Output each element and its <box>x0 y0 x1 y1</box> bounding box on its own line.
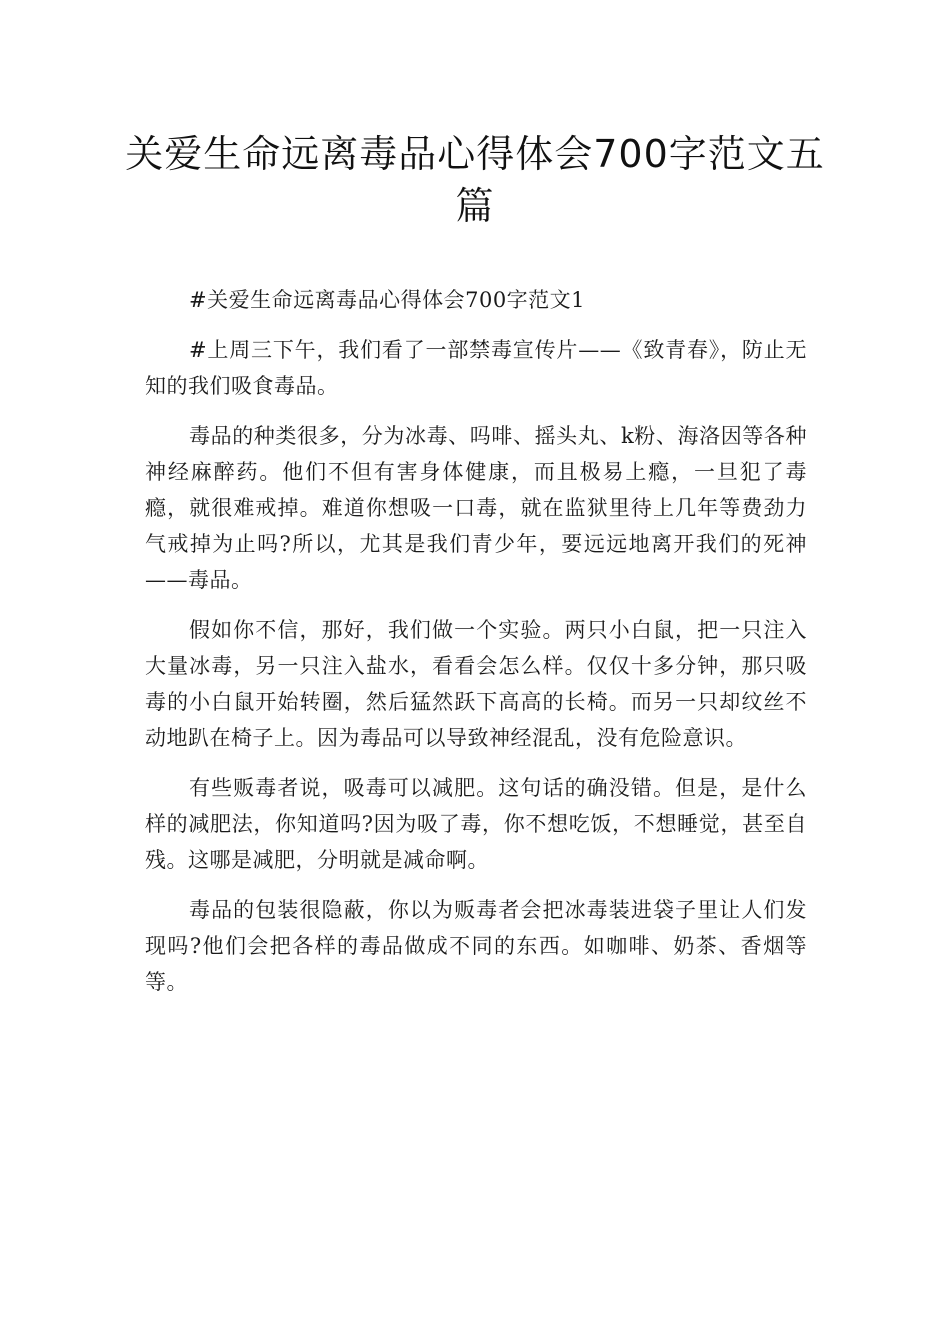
paragraph-drug-types: 毒品的种类很多，分为冰毒、吗啡、摇头丸、k粉、海洛因等各种神经麻醉药。他们不但有害身体健康，而且极易上瘾，一旦犯了毒瘾，就很难戒掉。难道你想吸一口毒，就在监狱里待上几年等费劲力气戒掉为止吗?所以，尤其是我们青少年，要远远地离开我们的死神——毒品。 <box>145 424 807 592</box>
document-body <box>145 282 807 1014</box>
paragraph-packaging: 毒品的包装很隐蔽，你以为贩毒者会把冰毒装进袋子里让人们发现吗?他们会把各样的毒品做成不同的东西。如咖啡、奶茶、香烟等等。 <box>145 898 807 994</box>
paragraph-experiment: 假如你不信，那好，我们做一个实验。两只小白鼠，把一只注入大量冰毒，另一只注入盐水，看看会怎么样。仅仅十多分钟，那只吸毒的小白鼠开始转圈，然后猛然跃下高高的长椅。而另一只却纹丝不动地趴在椅子上。因为毒品可以导致神经混乱，没有危险意识。 <box>145 618 807 750</box>
paragraph-heading-1: #关爱生命远离毒品心得体会700字范文1 <box>189 288 586 312</box>
paragraph-intro: #上周三下午，我们看了一部禁毒宣传片——《致青春》，防止无知的我们吸食毒品。 <box>145 338 807 398</box>
document-title: 关爱生命远离毒品心得体会700字范文五篇 <box>125 132 825 228</box>
paragraph-weight-loss: 有些贩毒者说，吸毒可以减肥。这句话的确没错。但是，是什么样的减肥法，你知道吗?因为吸了毒，你不想吃饭，不想睡觉，甚至自残。这哪是减肥，分明就是减命啊。 <box>145 776 807 872</box>
